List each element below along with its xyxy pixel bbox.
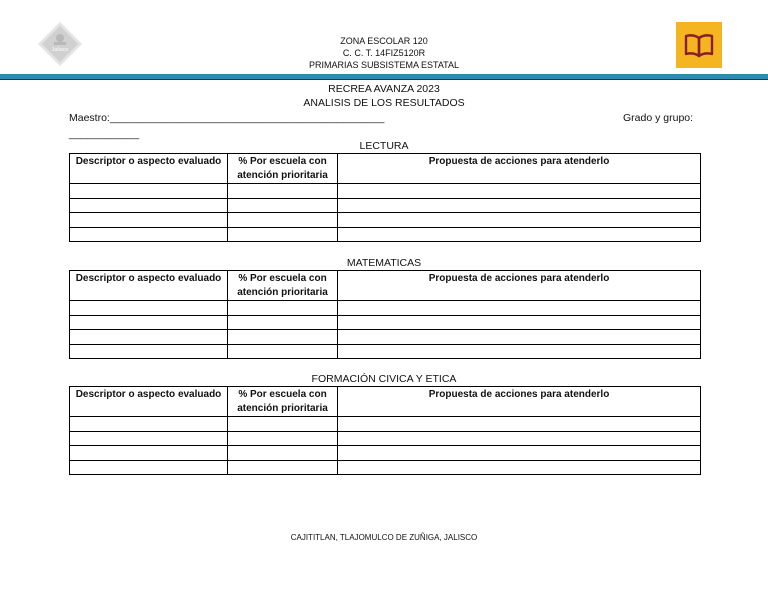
table-cell[interactable] bbox=[338, 301, 701, 316]
section-title-lectura: LECTURA bbox=[359, 140, 409, 152]
table-cell[interactable] bbox=[228, 431, 338, 446]
table-cell[interactable] bbox=[228, 301, 338, 316]
table-header-row bbox=[70, 154, 701, 184]
table-matematicas bbox=[69, 270, 701, 359]
table-row bbox=[70, 184, 701, 199]
column-header-proposal: Propuesta de acciones para atenderlo bbox=[338, 271, 701, 301]
table-cell[interactable] bbox=[338, 460, 701, 475]
footer-location: CAJITITLAN, TLAJOMULCO DE ZUÑIGA, JALISCO bbox=[290, 533, 478, 542]
table-cell[interactable] bbox=[228, 198, 338, 213]
header-subsystem: PRIMARIAS SUBSISTEMA ESTATAL bbox=[308, 60, 460, 70]
table-row bbox=[70, 344, 701, 359]
table-cell[interactable] bbox=[338, 213, 701, 228]
table-cell[interactable] bbox=[228, 184, 338, 199]
column-header-percent: % Por escuela con atención prioritaria bbox=[228, 387, 338, 417]
column-header-descriptor: Descriptor o aspecto evaluado bbox=[70, 154, 228, 184]
table-cell[interactable] bbox=[338, 227, 701, 242]
table-cell[interactable] bbox=[70, 315, 228, 330]
table-lectura bbox=[69, 153, 701, 242]
table-cell[interactable] bbox=[338, 330, 701, 345]
table-cell[interactable] bbox=[338, 417, 701, 432]
table-cell[interactable] bbox=[228, 417, 338, 432]
section-title-civica: FORMACIÓN CIVICA Y ETICA bbox=[311, 373, 457, 385]
document-title: RECREA AVANZA 2023 bbox=[328, 83, 440, 95]
table-cell[interactable] bbox=[338, 315, 701, 330]
table-cell[interactable] bbox=[70, 417, 228, 432]
table-header-row bbox=[70, 271, 701, 301]
table-row bbox=[70, 330, 701, 345]
column-header-descriptor: Descriptor o aspecto evaluado bbox=[70, 271, 228, 301]
header-cct: C. C. T. 14FIZ5120R bbox=[342, 48, 426, 58]
table-cell[interactable] bbox=[70, 301, 228, 316]
table-cell[interactable] bbox=[228, 330, 338, 345]
table-cell[interactable] bbox=[338, 446, 701, 461]
table-cell[interactable] bbox=[228, 315, 338, 330]
table-cell[interactable] bbox=[70, 184, 228, 199]
table-cell[interactable] bbox=[70, 213, 228, 228]
table-row bbox=[70, 198, 701, 213]
table-row bbox=[70, 315, 701, 330]
table-cell[interactable] bbox=[70, 446, 228, 461]
grado-grupo-line: ____________ bbox=[69, 128, 140, 140]
table-row bbox=[70, 417, 701, 432]
table-cell[interactable] bbox=[338, 198, 701, 213]
header-zone: ZONA ESCOLAR 120 bbox=[340, 36, 428, 46]
table-cell[interactable] bbox=[70, 460, 228, 475]
table-row bbox=[70, 446, 701, 461]
table-cell[interactable] bbox=[338, 431, 701, 446]
table-cell[interactable] bbox=[228, 213, 338, 228]
table-civica bbox=[69, 386, 701, 475]
table-cell[interactable] bbox=[70, 330, 228, 345]
table-cell[interactable] bbox=[338, 184, 701, 199]
document-subtitle: ANALISIS DE LOS RESULTADOS bbox=[303, 97, 465, 109]
column-header-percent: % Por escuela con atención prioritaria bbox=[228, 154, 338, 184]
table-row bbox=[70, 227, 701, 242]
table-row bbox=[70, 301, 701, 316]
table-cell[interactable] bbox=[70, 431, 228, 446]
table-cell[interactable] bbox=[228, 227, 338, 242]
table-cell[interactable] bbox=[228, 344, 338, 359]
table-cell[interactable] bbox=[228, 446, 338, 461]
table-row bbox=[70, 460, 701, 475]
table-cell[interactable] bbox=[70, 344, 228, 359]
table-cell[interactable] bbox=[338, 344, 701, 359]
table-row bbox=[70, 213, 701, 228]
column-header-percent: % Por escuela con atención prioritaria bbox=[228, 271, 338, 301]
maestro-field: Maestro:_______________________________________________ bbox=[69, 112, 385, 124]
table-cell[interactable] bbox=[70, 198, 228, 213]
header-rule-thin bbox=[0, 79, 768, 80]
column-header-proposal: Propuesta de acciones para atenderlo bbox=[338, 154, 701, 184]
jalisco-logo-text: Jalisco bbox=[51, 47, 69, 53]
table-cell[interactable] bbox=[228, 460, 338, 475]
grado-grupo-label: Grado y grupo: bbox=[623, 112, 694, 124]
column-header-proposal: Propuesta de acciones para atenderlo bbox=[338, 387, 701, 417]
table-cell[interactable] bbox=[70, 227, 228, 242]
table-row bbox=[70, 431, 701, 446]
section-title-matematicas: MATEMATICAS bbox=[346, 257, 422, 269]
column-header-descriptor: Descriptor o aspecto evaluado bbox=[70, 387, 228, 417]
table-header-row bbox=[70, 387, 701, 417]
